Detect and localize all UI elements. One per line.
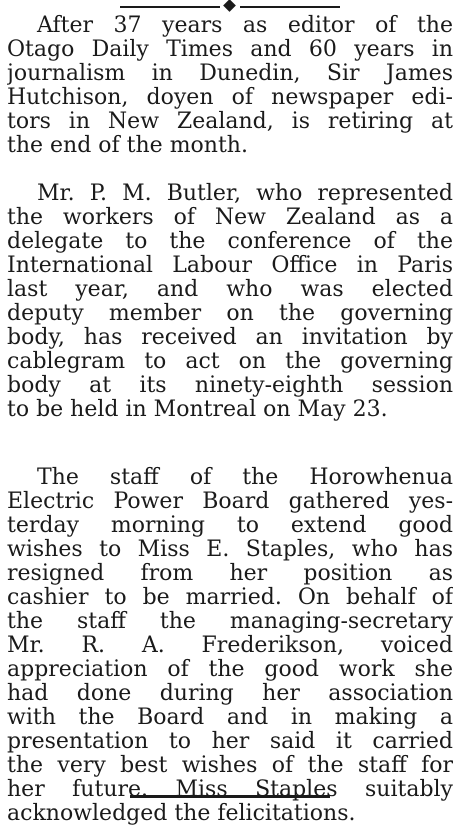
- paragraph-line: wishes to Miss E. Staples, who has: [7, 538, 453, 562]
- paragraph-line: had done during her association: [7, 682, 453, 706]
- paragraph-hutchison-retirement: [7, 14, 453, 158]
- paragraph-line: Electric Power Board gathered yes-: [7, 490, 453, 514]
- paragraph-staples-farewell: [7, 466, 453, 826]
- paragraph-line: deputy member on the governing: [7, 302, 453, 326]
- top-rule-diamond-ornament: [223, 0, 236, 12]
- paragraph-line: her future. Miss Staples suitably: [7, 778, 453, 802]
- paragraph-line: acknowledged the felicitations.: [7, 802, 356, 826]
- paragraph-line: the end of the month.: [7, 134, 248, 158]
- paragraph-line: resigned from her position as: [7, 562, 453, 586]
- paragraph-line: body at its ninety-eighth session: [7, 374, 453, 398]
- paragraph-line: body, has received an invitation by: [7, 326, 453, 350]
- paragraph-line: the very best wishes of the staff for: [7, 754, 453, 778]
- paragraph-line: last year, and who was elected: [7, 278, 453, 302]
- paragraph-line: Mr. R. A. Frederikson, voiced: [7, 634, 453, 658]
- paragraph-line: cablegram to act on the governing: [7, 350, 453, 374]
- paragraph-line: International Labour Office in Paris: [7, 254, 453, 278]
- paragraph-line: Hutchison, doyen of newspaper edi-: [7, 86, 453, 110]
- paragraph-line: to be held in Montreal on May 23.: [7, 398, 388, 422]
- paragraph-line: the staff the managing-secretary: [7, 610, 453, 634]
- paragraph-line: terday morning to extend good: [7, 514, 453, 538]
- paragraph-line: Mr. P. M. Butler, who represented: [37, 182, 453, 206]
- paragraph-line: with the Board and in making a: [7, 706, 453, 730]
- paragraph-butler-invitation: [7, 182, 453, 422]
- bottom-rule: [130, 795, 330, 798]
- paragraph-line: the workers of New Zealand as a: [7, 206, 453, 230]
- paragraph-line: delegate to the conference of the: [7, 230, 453, 254]
- paragraph-line: presentation to her said it carried: [7, 730, 453, 754]
- paragraph-line: Otago Daily Times and 60 years in: [7, 38, 453, 62]
- top-rule-right: [240, 6, 340, 8]
- paragraph-line: cashier to be married. On behalf of: [7, 586, 453, 610]
- paragraph-line: After 37 years as editor of the: [37, 14, 453, 38]
- paragraph-line: The staff of the Horowhenua: [37, 466, 453, 490]
- paragraph-line: tors in New Zealand, is retiring at: [7, 110, 453, 134]
- top-rule-left: [120, 6, 220, 8]
- paragraph-line: journalism in Dunedin, Sir James: [7, 62, 453, 86]
- paragraph-line: appreciation of the good work she: [7, 658, 453, 682]
